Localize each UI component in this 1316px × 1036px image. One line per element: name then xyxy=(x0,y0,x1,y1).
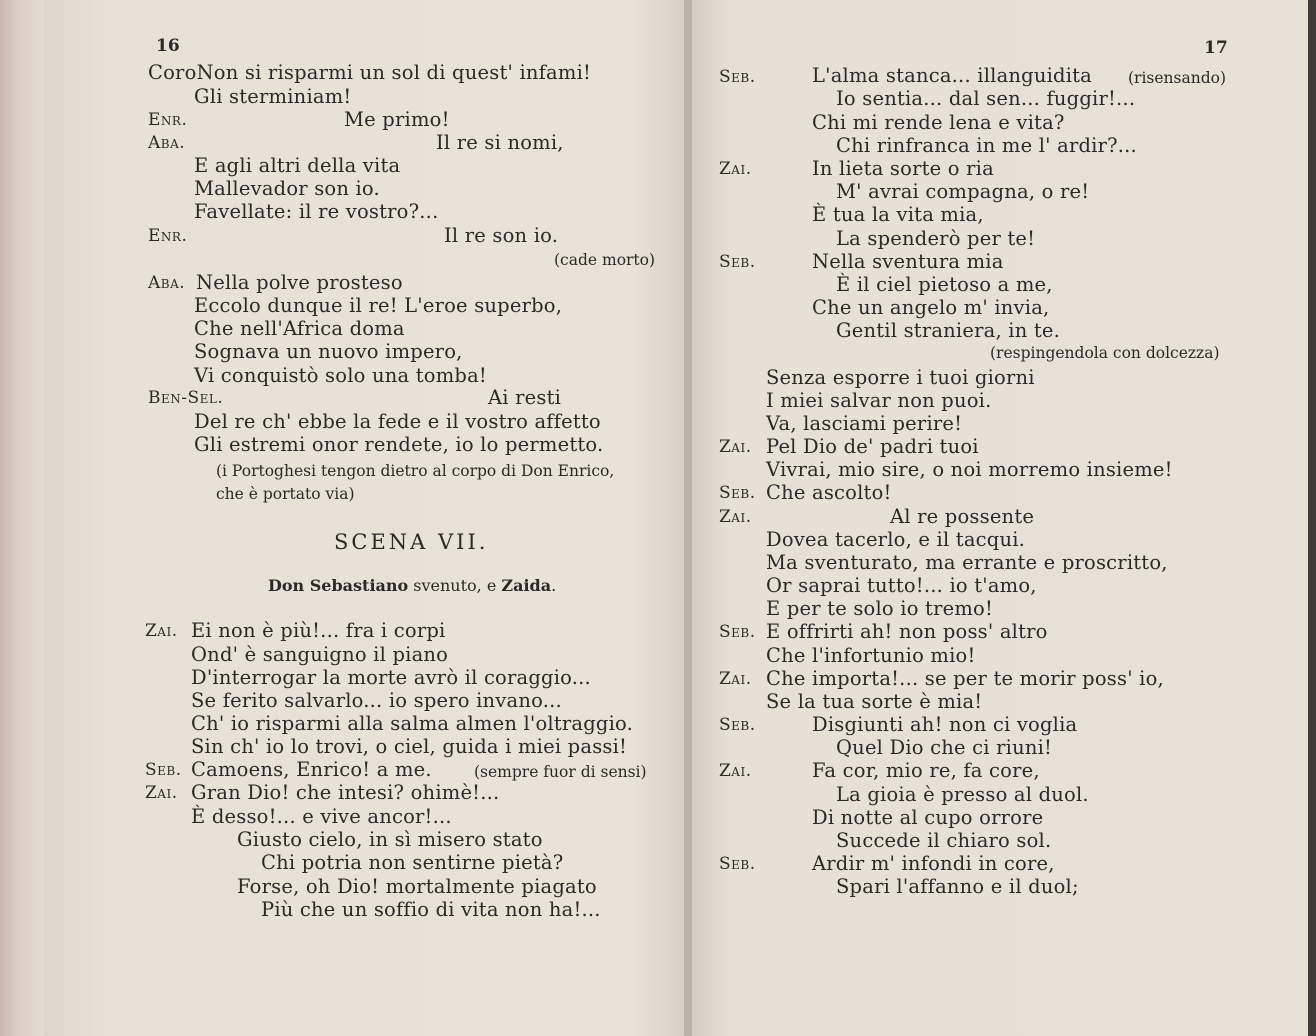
verse-line: Or saprai tutto!... io t'amo, xyxy=(766,574,1037,597)
page-number: 17 xyxy=(1204,38,1228,58)
verse-line: Senza esporre i tuoi giorni xyxy=(766,366,1035,389)
cast-text: . xyxy=(551,576,557,595)
verse-line: Ei non è più!... fra i corpi xyxy=(191,619,446,642)
scene-heading: SCENA VII. xyxy=(334,530,489,554)
right-page xyxy=(692,0,1308,1036)
verse-line: Giusto cielo, in sì misero stato xyxy=(237,828,543,851)
speaker-label: Aba. xyxy=(148,133,186,153)
verse-line: Spari l'affanno e il duol; xyxy=(836,875,1079,898)
verse-line: Ond' è sanguigno il piano xyxy=(191,643,449,666)
verse-line: Il re son io. xyxy=(444,224,559,247)
verse-line: E per te solo io tremo! xyxy=(766,597,994,620)
verse-line: In lieta sorte o ria xyxy=(812,157,994,180)
verse-line: Se la tua sorte è mia! xyxy=(766,690,983,713)
verse-line: Gli sterminiam! xyxy=(194,85,352,108)
verse-line: Forse, oh Dio! mortalmente piagato xyxy=(237,875,597,898)
verse-line: Che l'infortunio mio! xyxy=(766,644,976,667)
speaker-label: Enr. xyxy=(148,226,188,246)
verse-line: Ma sventurato, ma errante e proscritto, xyxy=(766,551,1168,574)
verse-line: Ai resti xyxy=(488,386,562,409)
verse-line: L'alma stanca... illanguidita xyxy=(812,64,1093,87)
page-number: 16 xyxy=(156,36,180,56)
speaker-label: Seb. xyxy=(719,483,756,503)
verse-line: CoroNon si risparmi un sol di quest' infami! xyxy=(148,61,592,84)
speaker-label: Zai. xyxy=(719,669,752,689)
stage-direction: (i Portoghesi tengon dietro al corpo di Don Enrico, xyxy=(216,462,615,480)
verse-line: Che un angelo m' invia, xyxy=(812,296,1050,319)
verse-line: E offrirti ah! non poss' altro xyxy=(766,620,1048,643)
speaker-label: Seb. xyxy=(719,854,756,874)
verse-line: Quel Dio che ci riuni! xyxy=(836,736,1053,759)
speaker-label: Seb. xyxy=(145,760,182,780)
verse-line: Sin ch' io lo trovi, o ciel, guida i miei passi! xyxy=(191,735,628,758)
verse-line: Ch' io risparmi alla salma almen l'oltraggio. xyxy=(191,712,634,735)
scene-cast xyxy=(268,576,556,595)
verse-line: Più che un soffio di vita non ha!... xyxy=(261,898,601,921)
character-name: Zaida xyxy=(501,576,552,595)
verse-line: Disgiunti ah! non ci voglia xyxy=(812,713,1078,736)
verse-line: Chi rinfranca in me l' ardir?... xyxy=(836,134,1137,157)
verse-line: Sognava un nuovo impero, xyxy=(194,340,463,363)
verse-line: Gran Dio! che intesi? ohimè!... xyxy=(191,781,500,804)
verse-line: Se ferito salvarlo... io spero invano... xyxy=(191,689,562,712)
verse-line: Al re possente xyxy=(890,505,1035,528)
verse-line: Del re ch' ebbe la fede e il vostro affetto xyxy=(194,410,601,433)
verse-line: Me primo! xyxy=(344,108,450,131)
verse-line: Nella sventura mia xyxy=(812,250,1004,273)
verse-line: Vi conquistò solo una tomba! xyxy=(194,364,487,387)
speaker-label: Zai. xyxy=(719,437,752,457)
stage-direction: che è portato via) xyxy=(216,485,355,503)
book-page-edge xyxy=(0,0,44,1036)
verse-line: È il ciel pietoso a me, xyxy=(836,273,1053,296)
verse-line: Fa cor, mio re, fa core, xyxy=(812,759,1040,782)
verse-line: La gioia è presso al duol. xyxy=(836,783,1089,806)
verse-line: E agli altri della vita xyxy=(194,154,401,177)
verse-line: Che importa!... se per te morir poss' io, xyxy=(766,667,1164,690)
stage-direction: (respingendola con dolcezza) xyxy=(990,344,1220,362)
speaker-label: Seb. xyxy=(719,715,756,735)
verse-line: Chi mi rende lena e vita? xyxy=(812,111,1065,134)
verse-line: Succede il chiaro sol. xyxy=(836,829,1052,852)
speaker-label: Zai. xyxy=(145,621,178,641)
verse-line: Pel Dio de' padri tuoi xyxy=(766,435,979,458)
verse-line: La spenderò per te! xyxy=(836,227,1036,250)
verse-line: È desso!... e vive ancor!... xyxy=(191,805,452,828)
verse-line: Camoens, Enrico! a me. xyxy=(191,758,432,781)
verse-line: Va, lasciami perire! xyxy=(766,412,963,435)
character-name: Don Sebastiano xyxy=(268,576,409,595)
verse-line: Mallevador son io. xyxy=(194,177,380,200)
verse-line: Ardir m' infondi in core, xyxy=(812,852,1055,875)
cast-text: svenuto, e xyxy=(408,576,502,595)
verse-line: Che ascolto! xyxy=(766,481,892,504)
verse-line: D'interrogar la morte avrò il coraggio... xyxy=(191,666,591,689)
speaker-label: Zai. xyxy=(719,761,752,781)
speaker-label: Aba. xyxy=(148,273,186,293)
verse-line: Nella polve prosteso xyxy=(196,271,403,294)
stage-direction: (cade morto) xyxy=(554,251,656,269)
verse-line: Vivrai, mio sire, o noi morremo insieme! xyxy=(766,458,1173,481)
left-page xyxy=(44,0,686,1036)
speaker-label: Zai. xyxy=(719,159,752,179)
verse-line: Di notte al cupo orrore xyxy=(812,806,1044,829)
stage-direction: (sempre fuor di sensi) xyxy=(474,763,647,781)
verse-line: Io sentia... dal sen... fuggir!... xyxy=(836,87,1136,110)
verse-line: Che nell'Africa doma xyxy=(194,317,405,340)
verse-line: Dovea tacerlo, e il tacqui. xyxy=(766,528,1026,551)
verse-line: Il re si nomi, xyxy=(436,131,564,154)
verse-line: Chi potria non sentirne pietà? xyxy=(261,851,564,874)
verse-line: I miei salvar non puoi. xyxy=(766,389,992,412)
speaker-label: Ben-Sel. xyxy=(148,388,224,408)
speaker-label: Zai. xyxy=(719,507,752,527)
verse-line: Favellate: il re vostro?... xyxy=(194,200,439,223)
verse-line: Eccolo dunque il re! L'eroe superbo, xyxy=(194,294,563,317)
verse-line: È tua la vita mia, xyxy=(812,203,984,226)
stage-direction: (risensando) xyxy=(1128,69,1227,87)
speaker-label: Seb. xyxy=(719,622,756,642)
speaker-label: Seb. xyxy=(719,252,756,272)
verse-line: M' avrai compagna, o re! xyxy=(836,180,1090,203)
speaker-label: Enr. xyxy=(148,110,188,130)
speaker-label: Seb. xyxy=(719,67,756,87)
verse-line: Gli estremi onor rendete, io lo permetto. xyxy=(194,433,604,456)
verse-line: Gentil straniera, in te. xyxy=(836,319,1061,342)
speaker-label: Zai. xyxy=(145,783,178,803)
